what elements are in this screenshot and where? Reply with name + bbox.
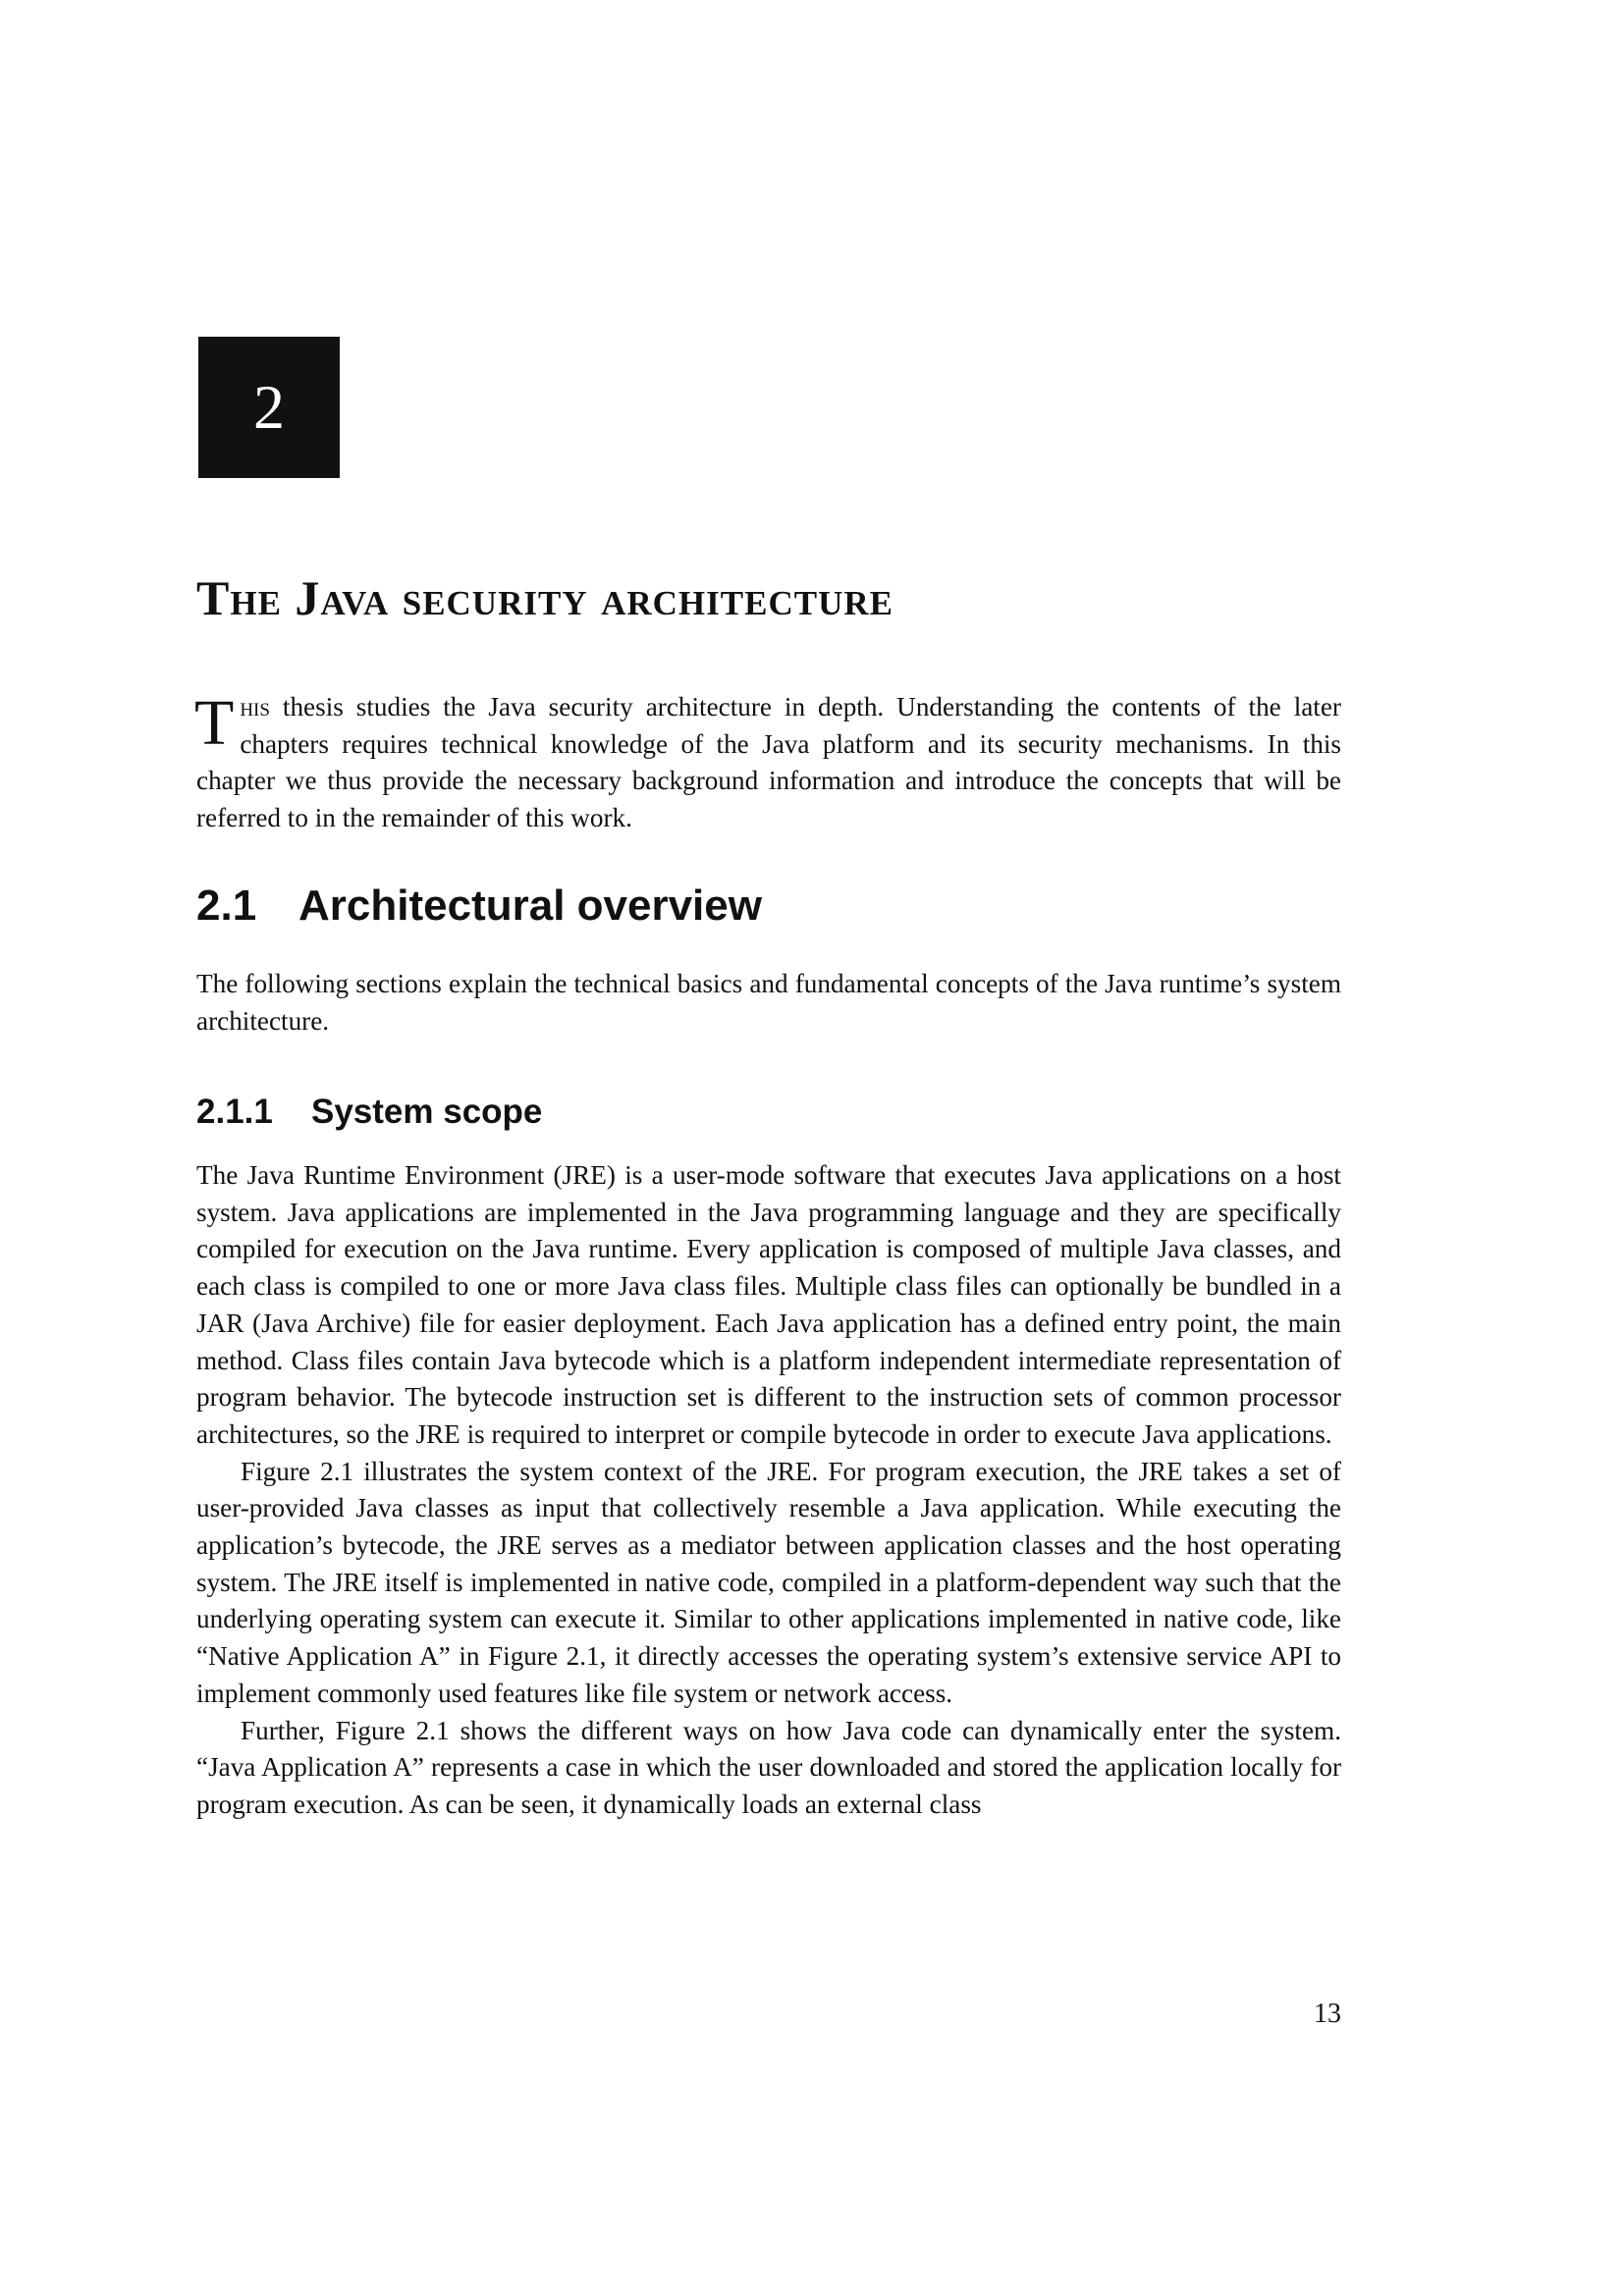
chapter-number: 2 <box>253 372 285 442</box>
intro-text: thesis studies the Java security architecture in depth. Understanding the contents of the later chapters requires technical knowledge of the Java platform and its security mechanisms. In this chapter we thus provide the necessary background information and introduce the concepts that will be referred to in the remainder of this work. <box>196 692 1341 833</box>
subsection-heading-2-1-1 <box>196 1093 542 1132</box>
subsection-number: 2.1.1 <box>196 1093 273 1131</box>
intro-lead-word: his <box>240 692 270 721</box>
body-paragraph-3: Further, Figure 2.1 shows the different ways on how Java code can dynamically enter the system. “Java Application A” represents a case in which the user downloaded and stored the application locally for program execution. As can be seen, it dynamically loads an external class <box>196 1715 1341 1819</box>
body-paragraph-2: Figure 2.1 illustrates the system context of the JRE. For program execution, the JRE takes a set of user-provided Java classes as input that collectively resemble a Java application. While executing the application’s bytecode, the JRE serves as a mediator between application classes and the host operating system. The JRE itself is implemented in native code, compiled in a platform-dependent way such that the underlying operating system can execute it. Similar to other applications implemented in native code, like “Native Application A” in Figure 2.1, it directly accesses the operating system’s extensive service API to implement commonly used features like file system or network access. <box>196 1456 1341 1708</box>
section-number: 2.1 <box>196 881 257 930</box>
subsection-title: System scope <box>311 1093 543 1131</box>
chapter-title: The Java security architecture <box>196 570 893 625</box>
drop-cap: T <box>194 687 235 759</box>
section-title: Architectural overview <box>298 881 762 930</box>
section-2-1-1-body <box>196 1157 1341 1824</box>
body-paragraph-1: The Java Runtime Environment (JRE) is a user-mode software that executes Java applications on a host system. Java applications are implemented in the Java programming language and they are specifically compiled for execution on the Java runtime. Every application is composed of multiple Java classes, and each class is compiled to one or more Java class files. Multiple class files can optionally be bundled in a JAR (Java Archive) file for easier deployment. Each Java application has a defined entry point, the main method. Class files contain Java bytecode which is a platform independent intermediate representation of program behavior. The bytecode instruction set is different to the instruction sets of common processor architectures, so the JRE is required to interpret or compile bytecode in order to execute Java applications. <box>196 1160 1341 1449</box>
section-heading-2-1 <box>196 881 762 931</box>
section-2-1-paragraph: The following sections explain the technical basics and fundamental concepts of the Java runtime’s system architecture. <box>196 969 1341 1036</box>
intro-paragraph <box>196 689 1341 837</box>
section-2-1-body <box>196 966 1341 1040</box>
page-number: 13 <box>1314 1999 1341 2029</box>
chapter-number-box <box>198 337 340 478</box>
